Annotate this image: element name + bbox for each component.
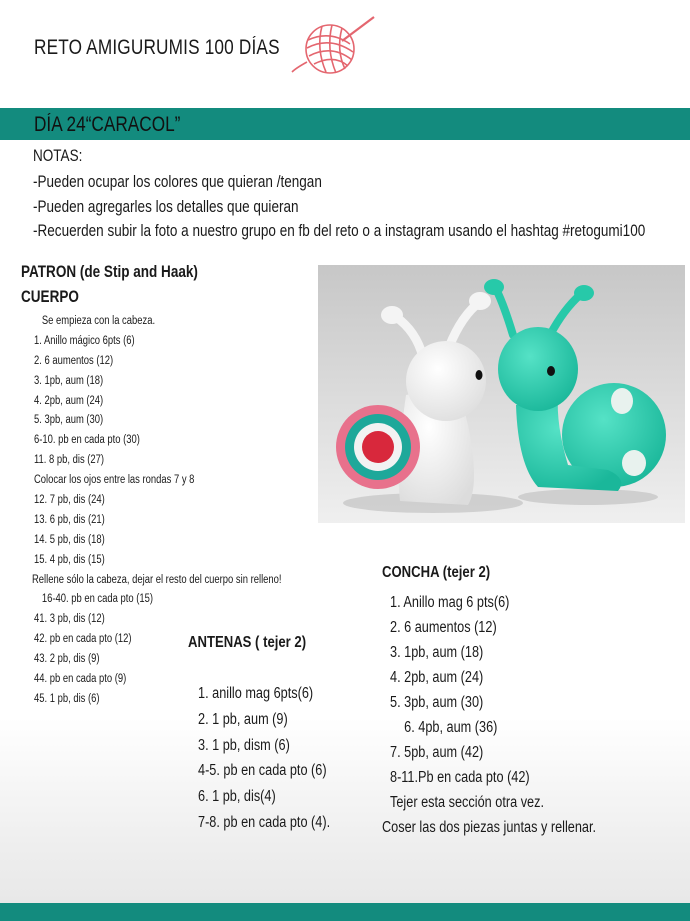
body-step: 12. 7 pb, dis (24) (34, 494, 105, 507)
antennae-step: 2. 1 pb, aum (9) (198, 710, 288, 728)
note-item: -Pueden agregarles los detalles que quieran (33, 198, 299, 216)
antennae-step: 6. 1 pb, dis(4) (198, 788, 276, 806)
body-step: 41. 3 pb, dis (12) (34, 613, 105, 626)
antennae-step: 1. anillo mag 6pts(6) (198, 685, 314, 702)
yarn-ball-icon (288, 14, 378, 80)
body-step: 45. 1 pb, dis (6) (34, 692, 100, 705)
body-step: 42. pb en cada pto (12) (34, 633, 132, 646)
body-step: 43. 2 pb, dis (9) (34, 653, 100, 666)
body-step: 1. Anillo mágico 6pts (6) (34, 334, 135, 347)
antennae-heading: ANTENAS ( tejer 2) (188, 634, 307, 651)
body-step: 16-40. pb en cada pto (15) (34, 593, 154, 606)
page-title: RETO AMIGURUMIS 100 DÍAS (34, 36, 280, 59)
shell-heading: CONCHA (tejer 2) (382, 564, 491, 581)
body-step: 11. 8 pb, dis (27) (34, 454, 105, 467)
antennae-step: 4-5. pb en cada pto (6) (198, 762, 327, 780)
shell-step: 4. 2pb, aum (24) (390, 669, 484, 686)
shell-step: 3. 1pb, aum (18) (390, 644, 484, 661)
shell-step: 8-11.Pb en cada pto (42) (390, 769, 530, 786)
shell-step: 5. 3pb, aum (30) (390, 694, 484, 711)
body-step: 13. 6 pb, dis (21) (34, 513, 105, 526)
note-item: -Pueden ocupar los colores que quieran /tengan (33, 173, 322, 191)
body-step: 15. 4 pb, dis (15) (34, 553, 105, 566)
body-step: Rellene sólo la cabeza, dejar el resto del cuerpo sin relleno! (32, 573, 282, 586)
shell-step: 2. 6 aumentos (12) (390, 619, 497, 636)
body-step: 4. 2pb, aum (24) (34, 394, 104, 407)
body-step: 44. pb en cada pto (9) (34, 673, 127, 686)
snails-photo (318, 265, 685, 523)
body-step: 6-10. pb en cada pto (30) (34, 434, 140, 447)
shell-step: Tejer esta sección otra vez. (390, 794, 545, 811)
shell-step: 6. 4pb, aum (36) (390, 719, 498, 736)
shell-step: 7. 5pb, aum (42) (390, 744, 484, 761)
day-title: DÍA 24“CARACOL” (34, 113, 181, 136)
notes-heading: NOTAS: (33, 147, 83, 165)
note-item: -Recuerden subir la foto a nuestro grupo en fb del reto o a instagram usando el hashtag #retogumi100 (33, 222, 646, 240)
shell-step: 1. Anillo mag 6 pts(6) (390, 594, 510, 611)
footer-bar (0, 903, 690, 921)
shell-steps-list (382, 590, 643, 840)
pattern-heading: PATRON (de Stip and Haak) (21, 263, 198, 281)
antennae-steps-list (198, 681, 359, 836)
body-step: 5. 3pb, aum (30) (34, 414, 104, 427)
body-step: 3. 1pb, aum (18) (34, 374, 104, 387)
body-step: Colocar los ojos entre las rondas 7 y 8 (34, 474, 195, 487)
antennae-step: 3. 1 pb, dism (6) (198, 736, 290, 754)
body-step: Se empieza con la cabeza. (34, 315, 156, 327)
antennae-step: 7-8. pb en cada pto (4). (198, 813, 331, 831)
shell-step: Coser las dos piezas juntas y rellenar. (382, 819, 597, 836)
body-step: 14. 5 pb, dis (18) (34, 533, 105, 546)
body-step: 2. 6 aumentos (12) (34, 354, 114, 367)
body-heading: CUERPO (21, 288, 79, 306)
